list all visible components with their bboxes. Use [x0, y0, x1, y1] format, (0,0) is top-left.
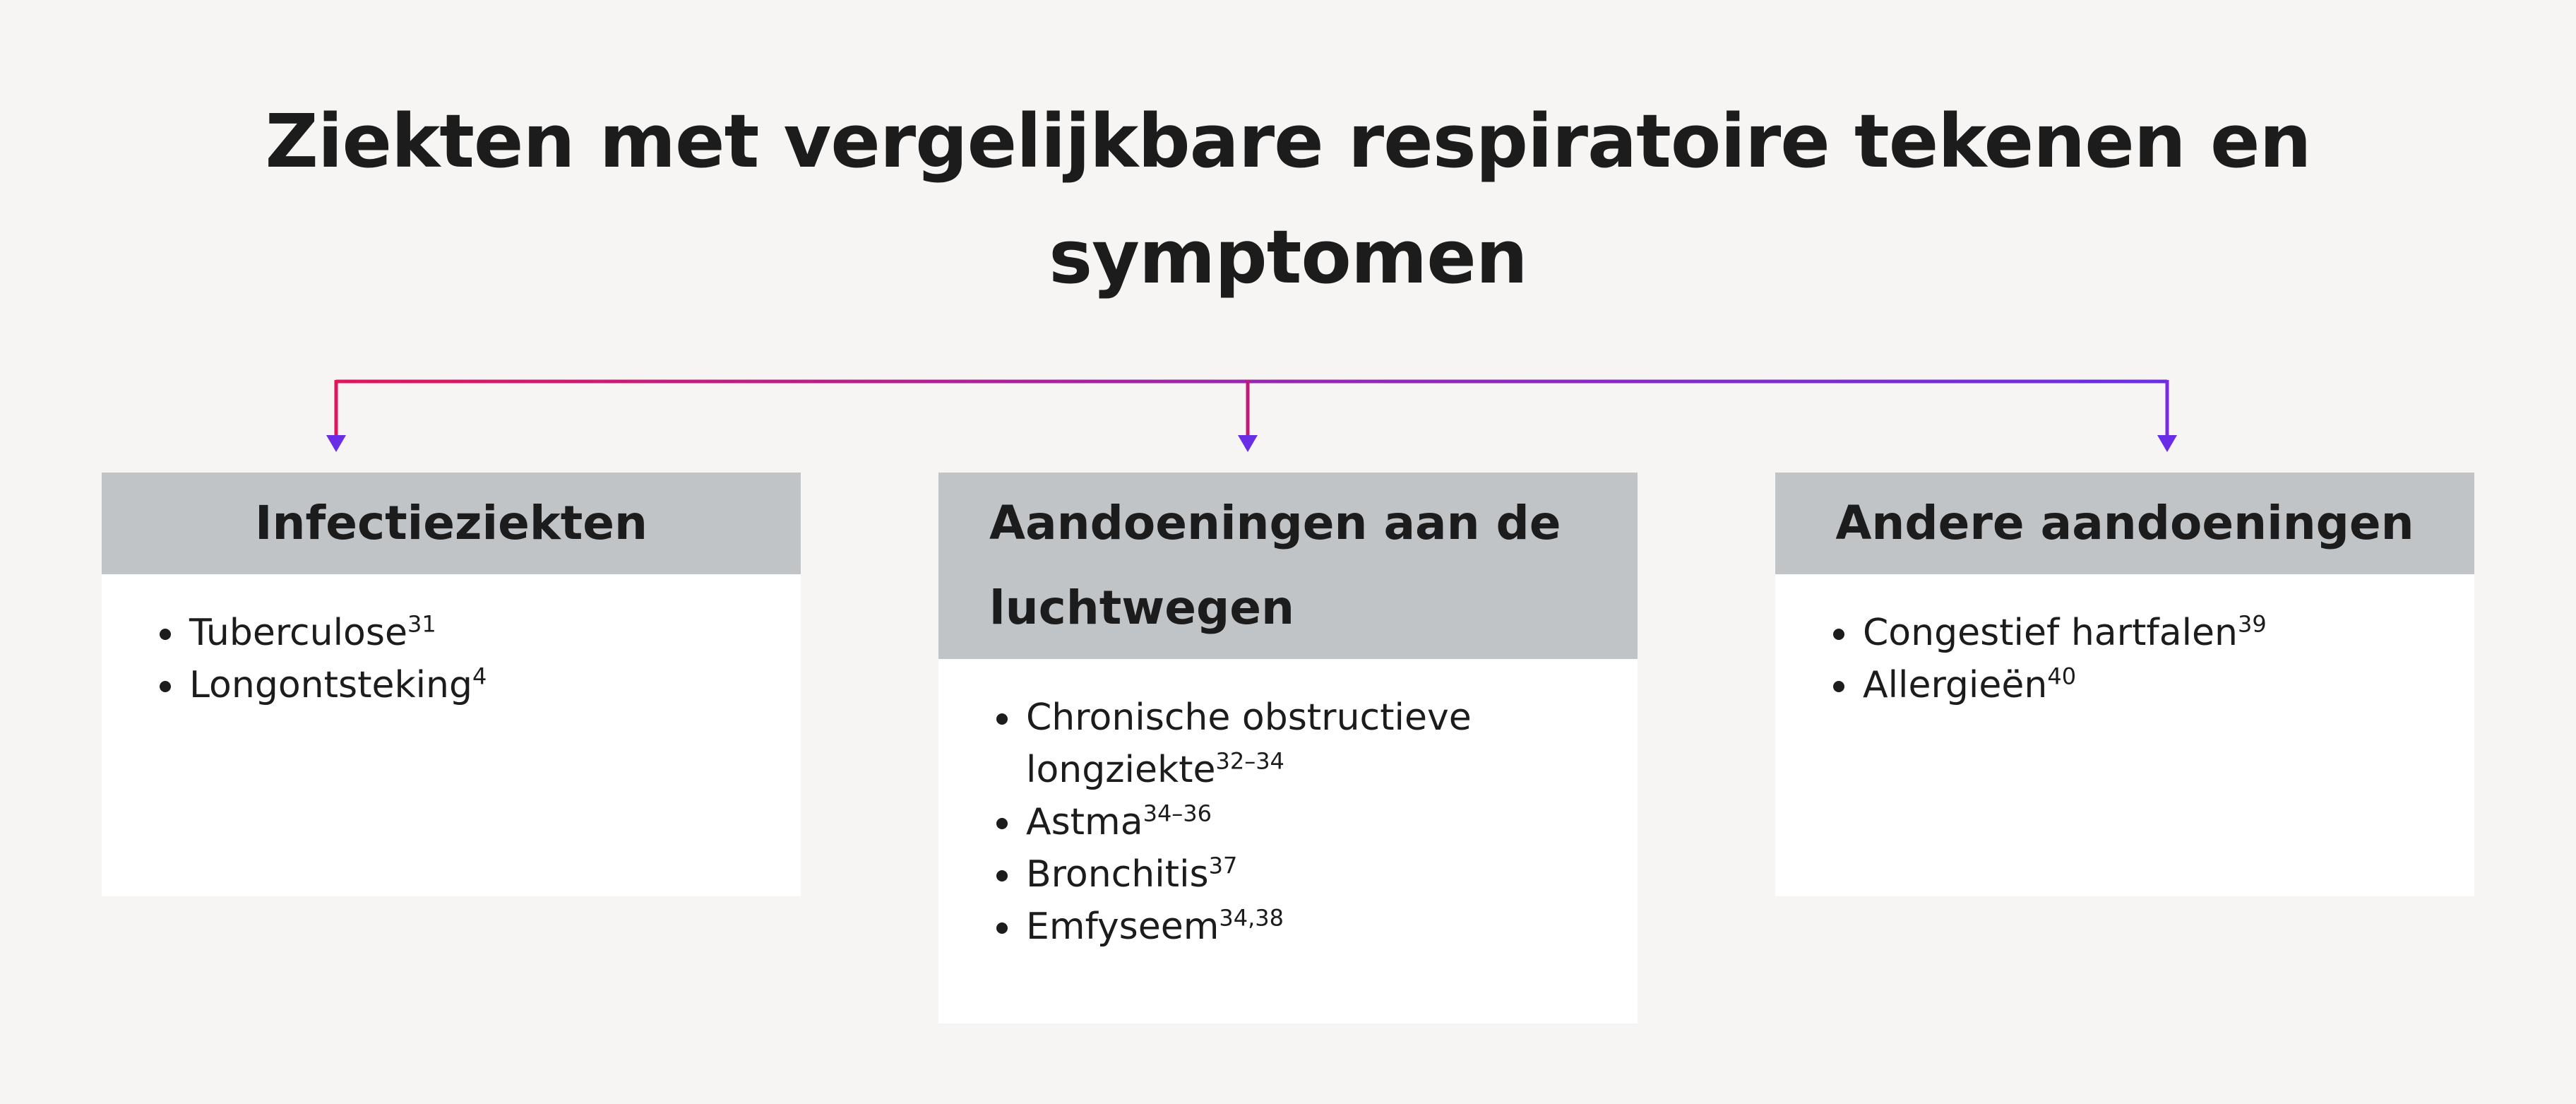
list-item: [1023, 692, 1609, 796]
category-body: [938, 659, 1638, 953]
condition-label: Astma: [1026, 801, 1143, 843]
category-card-infectieziekten: [102, 473, 801, 896]
condition-list: [938, 692, 1638, 953]
category-title: Andere aandoeningen: [1835, 496, 2414, 550]
category-card-luchtwegen: [938, 473, 1638, 1023]
title-line-1: Ziekten met vergelijkbare respiratoire tekenen en: [265, 98, 2311, 184]
arrowhead-down-icon: [2157, 435, 2177, 452]
list-item: [1023, 848, 1609, 901]
reference-superscript: 4: [472, 663, 487, 690]
title-line-2: symptomen: [1049, 214, 1527, 300]
reference-superscript: 40: [2047, 663, 2077, 690]
list-item: [1860, 607, 2446, 659]
list-item: [186, 659, 773, 711]
reference-superscript: 39: [2238, 610, 2267, 638]
list-item: [1860, 659, 2446, 711]
condition-label: Emfyseem: [1026, 906, 1220, 948]
category-header: [1775, 473, 2474, 574]
condition-list: [102, 607, 801, 711]
category-body: [1775, 574, 2474, 711]
condition-label: Congestief hartfalen: [1863, 612, 2238, 654]
reference-superscript: 37: [1208, 852, 1238, 879]
arrowhead-down-icon: [326, 435, 346, 452]
condition-label: Chronische obstructieve longziekte: [1026, 696, 1472, 791]
condition-list: [1775, 607, 2474, 711]
list-item: [186, 607, 773, 659]
category-header: [938, 473, 1638, 659]
list-item: [1023, 901, 1609, 953]
reference-superscript: 34–36: [1143, 800, 1212, 827]
list-item: [1023, 796, 1609, 848]
condition-label: Allergieën: [1863, 664, 2048, 706]
category-title: Infectieziekten: [254, 496, 648, 550]
condition-label: Longontsteking: [189, 664, 472, 706]
arrowhead-down-icon: [1238, 435, 1258, 452]
condition-label: Bronchitis: [1026, 853, 1209, 896]
category-body: [102, 574, 801, 711]
category-title: Aandoeningen aan de luchtwegen: [989, 496, 1561, 635]
reference-superscript: 31: [407, 610, 436, 638]
category-card-andere: [1775, 473, 2474, 896]
reference-superscript: 34,38: [1219, 904, 1284, 932]
reference-superscript: 32–34: [1215, 747, 1284, 775]
category-header: [102, 473, 801, 574]
condition-label: Tuberculose: [189, 612, 407, 654]
